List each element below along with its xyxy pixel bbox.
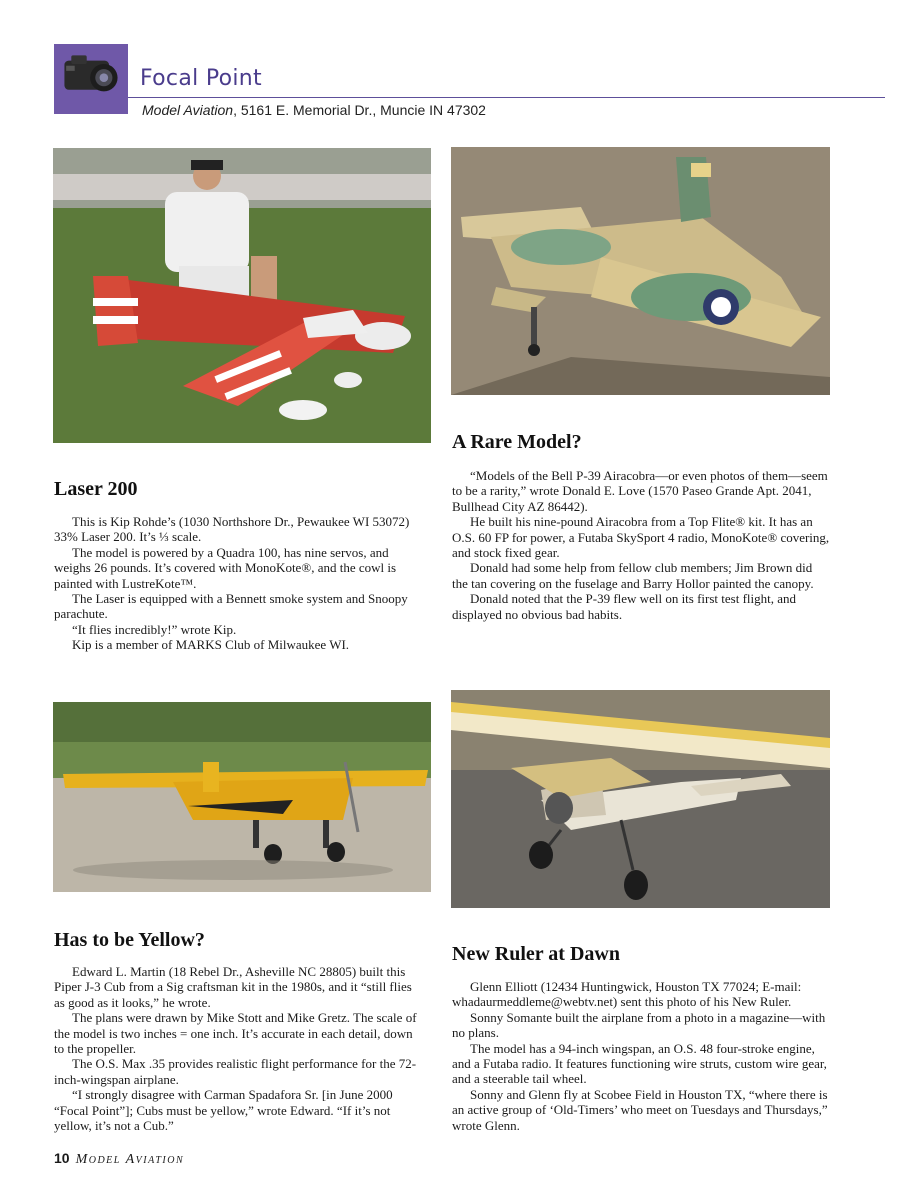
header-address: [142, 102, 486, 118]
paragraph: Kip is a member of MARKS Club of Milwaukee WI.: [72, 637, 350, 653]
photo-new-ruler: [451, 690, 830, 908]
header-rule: [128, 97, 885, 98]
paragraph: Edward L. Martin (18 Rebel Dr., Asheville NC 28805) built this Piper J-3 Cub from a Sig craftsman kit in the 1980s, and it “still flies as good as it looks,” he wrote.: [54, 964, 412, 1010]
section-title: Focal Point: [140, 66, 262, 91]
page-footer: [54, 1150, 184, 1168]
magazine-name: Model Aviation: [142, 102, 234, 118]
paragraph: Glenn Elliott (12434 Huntingwick, Houston TX 77024; E-mail: whadaurmeddleme@webtv.net) sent this photo of his New Ruler.: [452, 979, 802, 1010]
paragraph: He built his nine-pound Airacobra from a Top Flite® kit. It has an O.S. 60 FP for power, a Futaba SkySport 4 radio, MonoKote® covering, and stock fixed gear.: [452, 514, 830, 561]
article-heading-has-to-be-yellow: Has to be Yellow?: [54, 929, 205, 951]
paragraph: “It flies incredibly!” wrote Kip.: [72, 621, 237, 637]
paragraph: The plans were drawn by Mike Stott and Mike Gretz. The scale of the model is two inches = one inch. It’s accurate in each detail, down to the propeller.: [54, 1010, 417, 1057]
paragraph: The model is powered by a Quadra 100, has nine servos, and weighs 26 pounds. It’s covered with MonoKote®, and the cowl is painted with LustreKote™.: [54, 544, 397, 591]
article-heading-laser-200: Laser 200: [54, 478, 138, 500]
footer-magazine: Model Aviation: [75, 1152, 185, 1167]
paragraph: This is Kip Rohde’s (1030 Northshore Dr., Pewaukee WI 53072) 33% Laser 200. It’s ⅓ scale.: [54, 514, 410, 545]
photo-laser-200: [53, 148, 431, 443]
paragraph: The O.S. Max .35 provides realistic flight performance for the 72-inch-wingspan airplane.: [54, 1056, 417, 1087]
paragraph: “Models of the Bell P-39 Airacobra—or even photos of them—seem to be a rarity,” wrote Donald E. Love (1570 Paseo Grande Apt. 2041, Bullhead City AZ 86442).: [452, 468, 828, 514]
photo-j3-cub: [53, 702, 431, 892]
photo-p39-airacobra: [451, 147, 830, 395]
page-number: 10: [54, 1150, 70, 1166]
paragraph: Donald had some help from fellow club members; Jim Brown did the tan covering on the fuselage and Barry Hollor painted the canopy.: [452, 560, 814, 591]
paragraph: The Laser is equipped with a Bennett smoke system and Snoopy parachute.: [54, 591, 408, 622]
paragraph: “I strongly disagree with Carman Spadafora Sr. [in June 2000 “Focal Point”]; Cubs must be yellow,” wrote Edward. “If it’s not yellow, it’s not a Cub.”: [54, 1087, 393, 1134]
paragraph: Sonny Somante built the airplane from a photo in a magazine—with no plans.: [452, 1009, 826, 1041]
paragraph: The model has a 94-inch wingspan, an O.S. 48 four-stroke engine, and a Futaba radio. It features functioning wire struts, custom wire gear, and a steerable tail wheel.: [452, 1040, 827, 1087]
article-heading-rare-model: A Rare Model?: [452, 431, 582, 453]
article-body-new-ruler: [452, 979, 830, 1133]
paragraph: Donald noted that the P-39 flew well on its first test flight, and displayed no obvious bad habits.: [452, 591, 797, 622]
article-body-laser-200: [54, 514, 424, 653]
article-body-has-to-be-yellow: [54, 964, 424, 1133]
camera-icon: [46, 52, 136, 112]
article-heading-new-ruler: New Ruler at Dawn: [452, 943, 620, 965]
header-icon-box: [54, 44, 128, 114]
paragraph: Sonny and Glenn fly at Scobee Field in Houston TX, “where there is an active group of ‘Old-Timers’ who meet on Tuesdays and Thursdays,” wrote Glenn.: [452, 1086, 828, 1133]
article-body-rare-model: [452, 468, 830, 622]
address-text: , 5161 E. Memorial Dr., Muncie IN 47302: [233, 102, 486, 118]
